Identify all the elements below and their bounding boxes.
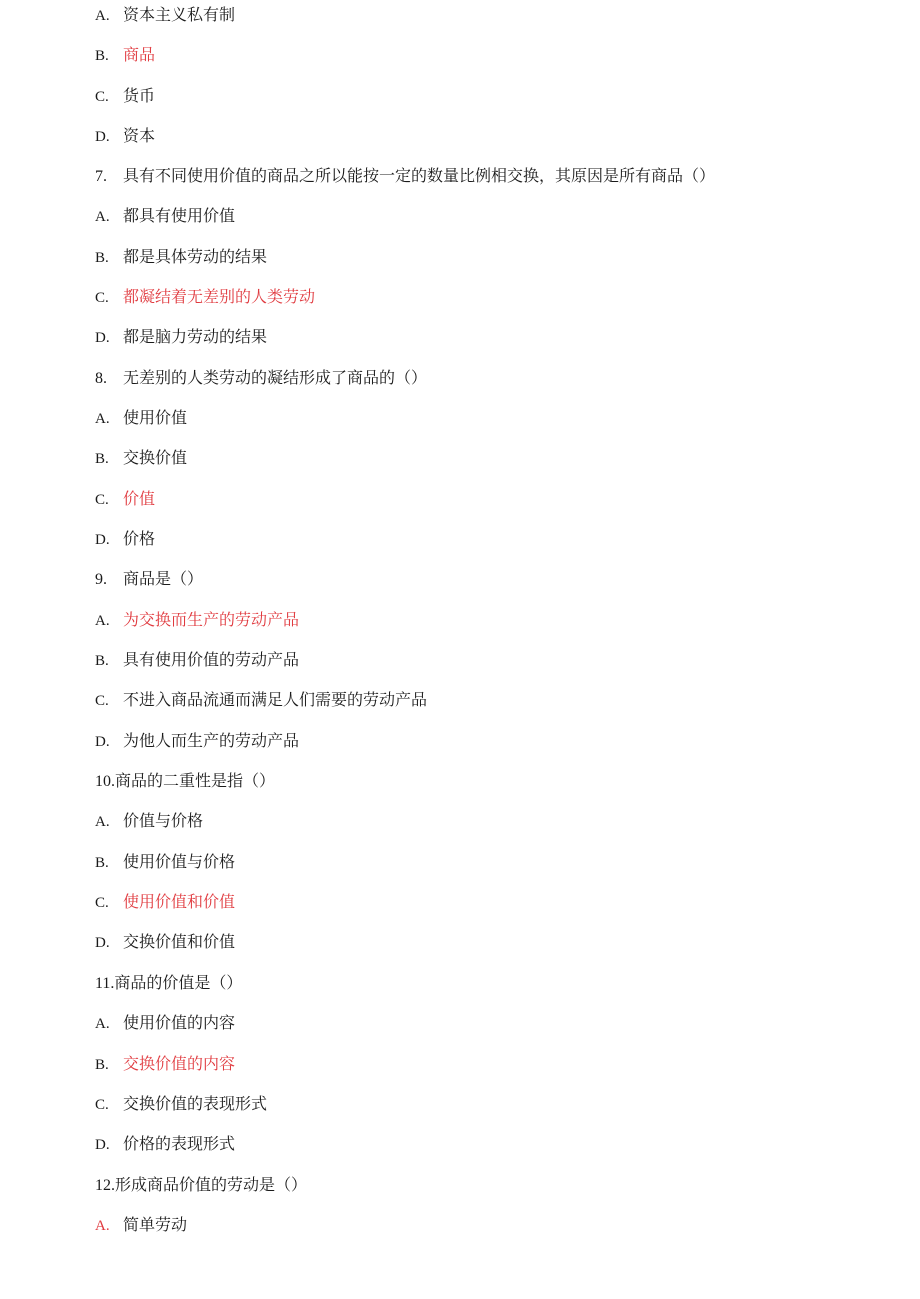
question-number: 7. xyxy=(95,168,107,185)
question-number: 9. xyxy=(95,571,107,588)
option-label: A. xyxy=(95,209,110,225)
option-text: 简单劳动 xyxy=(123,1215,188,1234)
question-text: 无差别的人类劳动的凝结形成了商品的（） xyxy=(123,368,428,387)
question-text: 具有不同使用价值的商品之所以能按一定的数量比例相交换，其原因是所有商品（） xyxy=(123,166,716,185)
q9-option-c xyxy=(95,688,427,712)
option-label: A. xyxy=(95,411,110,427)
correct-option-text: 交换价值的内容 xyxy=(123,1054,236,1073)
question-number: 10. xyxy=(95,773,115,790)
q8-option-a xyxy=(95,406,187,430)
q11-option-a xyxy=(95,1011,235,1035)
question-number: 11. xyxy=(95,975,115,992)
option-label: B. xyxy=(95,250,109,266)
q9-option-b xyxy=(95,648,299,672)
q8-stem xyxy=(95,366,427,390)
option-text: 使用价值的内容 xyxy=(123,1013,236,1032)
q6-option-a xyxy=(95,3,235,27)
question-text: 商品的价值是（） xyxy=(114,973,243,992)
option-label: D. xyxy=(95,734,110,750)
correct-option-text: 商品 xyxy=(123,45,156,64)
option-label: B. xyxy=(95,48,109,64)
option-text: 使用价值 xyxy=(123,408,188,427)
option-text: 价值与价格 xyxy=(123,811,204,830)
option-label: A. xyxy=(95,814,110,830)
option-label: B. xyxy=(95,1057,109,1073)
q8-option-d xyxy=(95,527,155,551)
q11-stem xyxy=(95,971,242,995)
option-label: C. xyxy=(95,290,109,306)
q6-option-d xyxy=(95,124,155,148)
option-text: 都具有使用价值 xyxy=(123,206,236,225)
option-label: A. xyxy=(95,8,110,24)
question-text: 商品是（） xyxy=(123,569,204,588)
q7-option-b xyxy=(95,245,267,269)
correct-option-label: A. xyxy=(95,1218,110,1234)
option-text: 交换价值和价值 xyxy=(123,932,236,951)
q6-option-c xyxy=(95,84,155,108)
option-label: B. xyxy=(95,451,109,467)
correct-option-text: 价值 xyxy=(123,489,156,508)
option-text: 都是脑力劳动的结果 xyxy=(123,327,268,346)
q8-option-c xyxy=(95,487,155,511)
q11-option-d xyxy=(95,1132,235,1156)
question-number: 12. xyxy=(95,1177,115,1194)
option-label: C. xyxy=(95,895,109,911)
q10-option-a xyxy=(95,809,203,833)
option-label: D. xyxy=(95,330,110,346)
question-number: 8. xyxy=(95,370,107,387)
option-label: C. xyxy=(95,1097,109,1113)
option-text: 交换价值 xyxy=(123,448,188,467)
option-text: 具有使用价值的劳动产品 xyxy=(123,650,300,669)
option-label: C. xyxy=(95,89,109,105)
q7-option-c xyxy=(95,285,315,309)
q11-option-c xyxy=(95,1092,267,1116)
correct-option-text: 都凝结着无差别的人类劳动 xyxy=(123,287,316,306)
q8-option-b xyxy=(95,446,187,470)
option-label: D. xyxy=(95,532,110,548)
option-label: D. xyxy=(95,1137,110,1153)
option-label: C. xyxy=(95,693,109,709)
option-text: 价格 xyxy=(123,529,156,548)
q11-option-b xyxy=(95,1052,235,1076)
q12-stem xyxy=(95,1173,307,1197)
option-text: 使用价值与价格 xyxy=(123,852,236,871)
option-label: D. xyxy=(95,935,110,951)
q10-option-d xyxy=(95,930,235,954)
q9-option-d xyxy=(95,729,299,753)
q9-stem xyxy=(95,567,203,591)
option-label: A. xyxy=(95,1016,110,1032)
option-label: D. xyxy=(95,129,110,145)
option-text: 不进入商品流通而满足人们需要的劳动产品 xyxy=(123,690,428,709)
q10-option-b xyxy=(95,850,235,874)
q12-option-a xyxy=(95,1213,187,1237)
option-text: 资本主义私有制 xyxy=(123,5,236,24)
option-text: 都是具体劳动的结果 xyxy=(123,247,268,266)
q7-option-a xyxy=(95,204,235,228)
option-label: C. xyxy=(95,492,109,508)
option-text: 价格的表现形式 xyxy=(123,1134,236,1153)
option-text: 货币 xyxy=(123,86,156,105)
option-text: 为他人而生产的劳动产品 xyxy=(123,731,300,750)
option-label: A. xyxy=(95,613,110,629)
question-text: 商品的二重性是指（） xyxy=(115,771,276,790)
option-text: 交换价值的表现形式 xyxy=(123,1094,268,1113)
q10-option-c xyxy=(95,890,235,914)
q7-option-d xyxy=(95,325,267,349)
option-text: 资本 xyxy=(123,126,156,145)
option-label: B. xyxy=(95,855,109,871)
option-label: B. xyxy=(95,653,109,669)
question-text: 形成商品价值的劳动是（） xyxy=(115,1175,308,1194)
q7-stem xyxy=(95,164,715,188)
q9-option-a xyxy=(95,608,299,632)
correct-option-text: 为交换而生产的劳动产品 xyxy=(123,610,300,629)
q6-option-b xyxy=(95,43,155,67)
correct-option-text: 使用价值和价值 xyxy=(123,892,236,911)
q10-stem xyxy=(95,769,275,793)
